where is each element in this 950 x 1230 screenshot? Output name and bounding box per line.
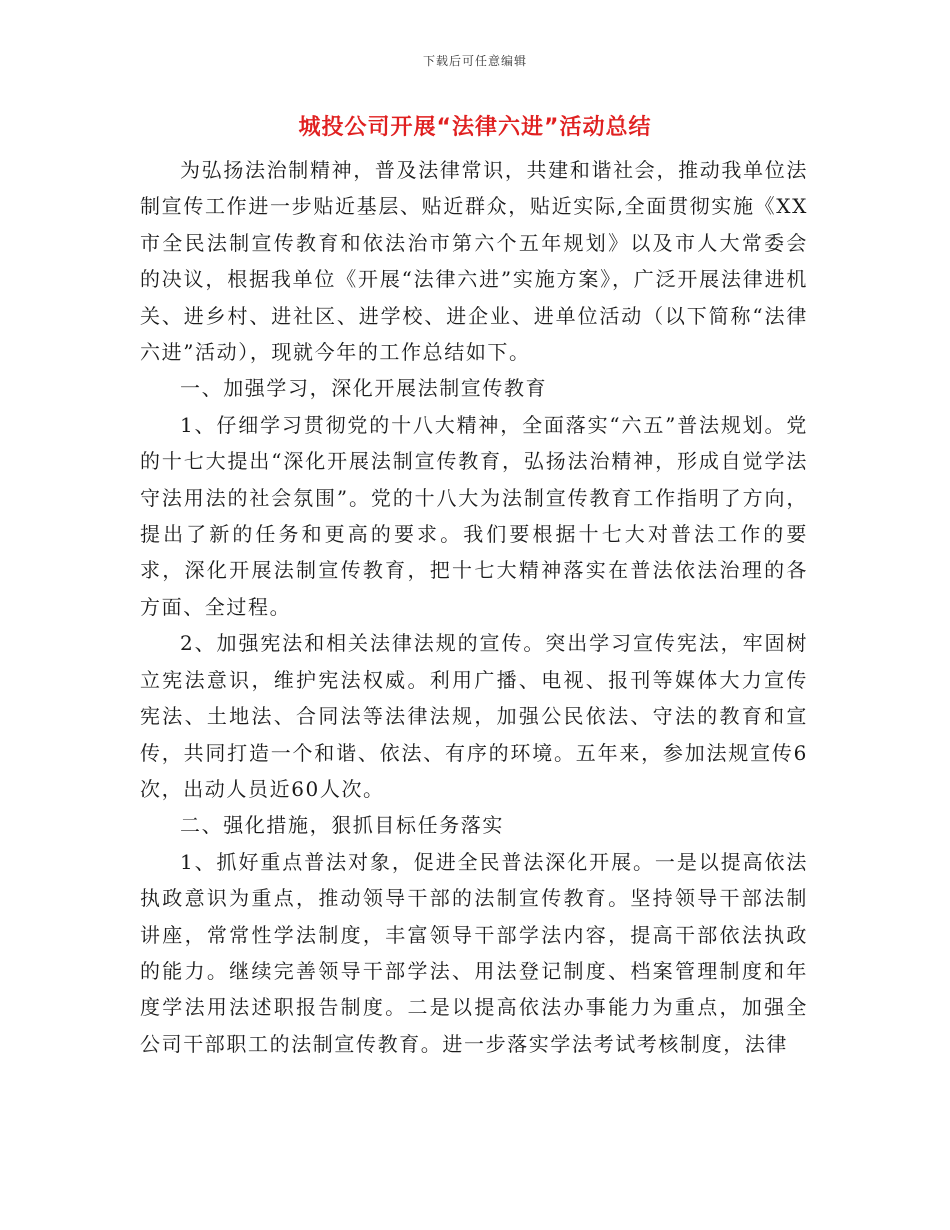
- paragraph-1-1: 1、仔细学习贯彻党的十八大精神，全面落实“六五”普法规划。党的十七大提出“深化开展法制宣传教育，弘扬法治精神，形成自觉学法守法用法的社会氛围”。党的十八大为法制宣传教育工作指明了方向，提出了新的任务和更高的要求。我们要根据十七大对普法工作的要求，深化开展法制宣传教育，把十七大精神落实在普法依法治理的各方面、全过程。: [140, 412, 808, 619]
- paragraph-2-1: 1、抓好重点普法对象，促进全民普法深化开展。一是以提高依法执政意识为重点，推动领导干部的法制宣传教育。坚持领导干部法制讲座，常常性学法制度，丰富领导干部学法内容，提高干部依法执政的能力。继续完善领导干部学法、用法登记制度、档案管理制度和年度学法用法述职报告制度。二是以提高依法办事能力为重点，加强全公司干部职工的法制宣传教育。进一步落实学法考试考核制度，法律: [140, 849, 808, 1056]
- document-body: [140, 152, 808, 1062]
- document-title: 城投公司开展“法律六进”活动总结: [298, 115, 652, 140]
- section-heading-1: 一、加强学习，深化开展法制宣传教育: [180, 376, 548, 401]
- paragraph-intro: 为弘扬法治制精神，普及法律常识，共建和谐社会，推动我单位法制宣传工作进一步贴近基层、贴近群众，贴近实际,全面贯彻实施《XX市全民法制宣传教育和依法治市第六个五年规划》以及市人大常委会的决议，根据我单位《开展“法律六进”实施方案》，广泛开展法律进机关、进乡村、进社区、进学校、进企业、进单位活动（以下简称“法律六进”活动），现就今年的工作总结如下。: [140, 158, 808, 365]
- section-heading-2: 二、强化措施，狠抓目标任务落实: [180, 813, 504, 838]
- paragraph-1-2: 2、加强宪法和相关法律法规的宣传。突出学习宣传宪法，牢固树立宪法意识，维护宪法权威。利用广播、电视、报刊等媒体大力宣传宪法、土地法、合同法等法律法规，加强公民依法、守法的教育和宣传，共同打造一个和谐、依法、有序的环境。五年来，参加法规宣传6次，出动人员近60人次。: [140, 631, 808, 801]
- page-header-note: 下载后可任意编辑: [422, 54, 527, 68]
